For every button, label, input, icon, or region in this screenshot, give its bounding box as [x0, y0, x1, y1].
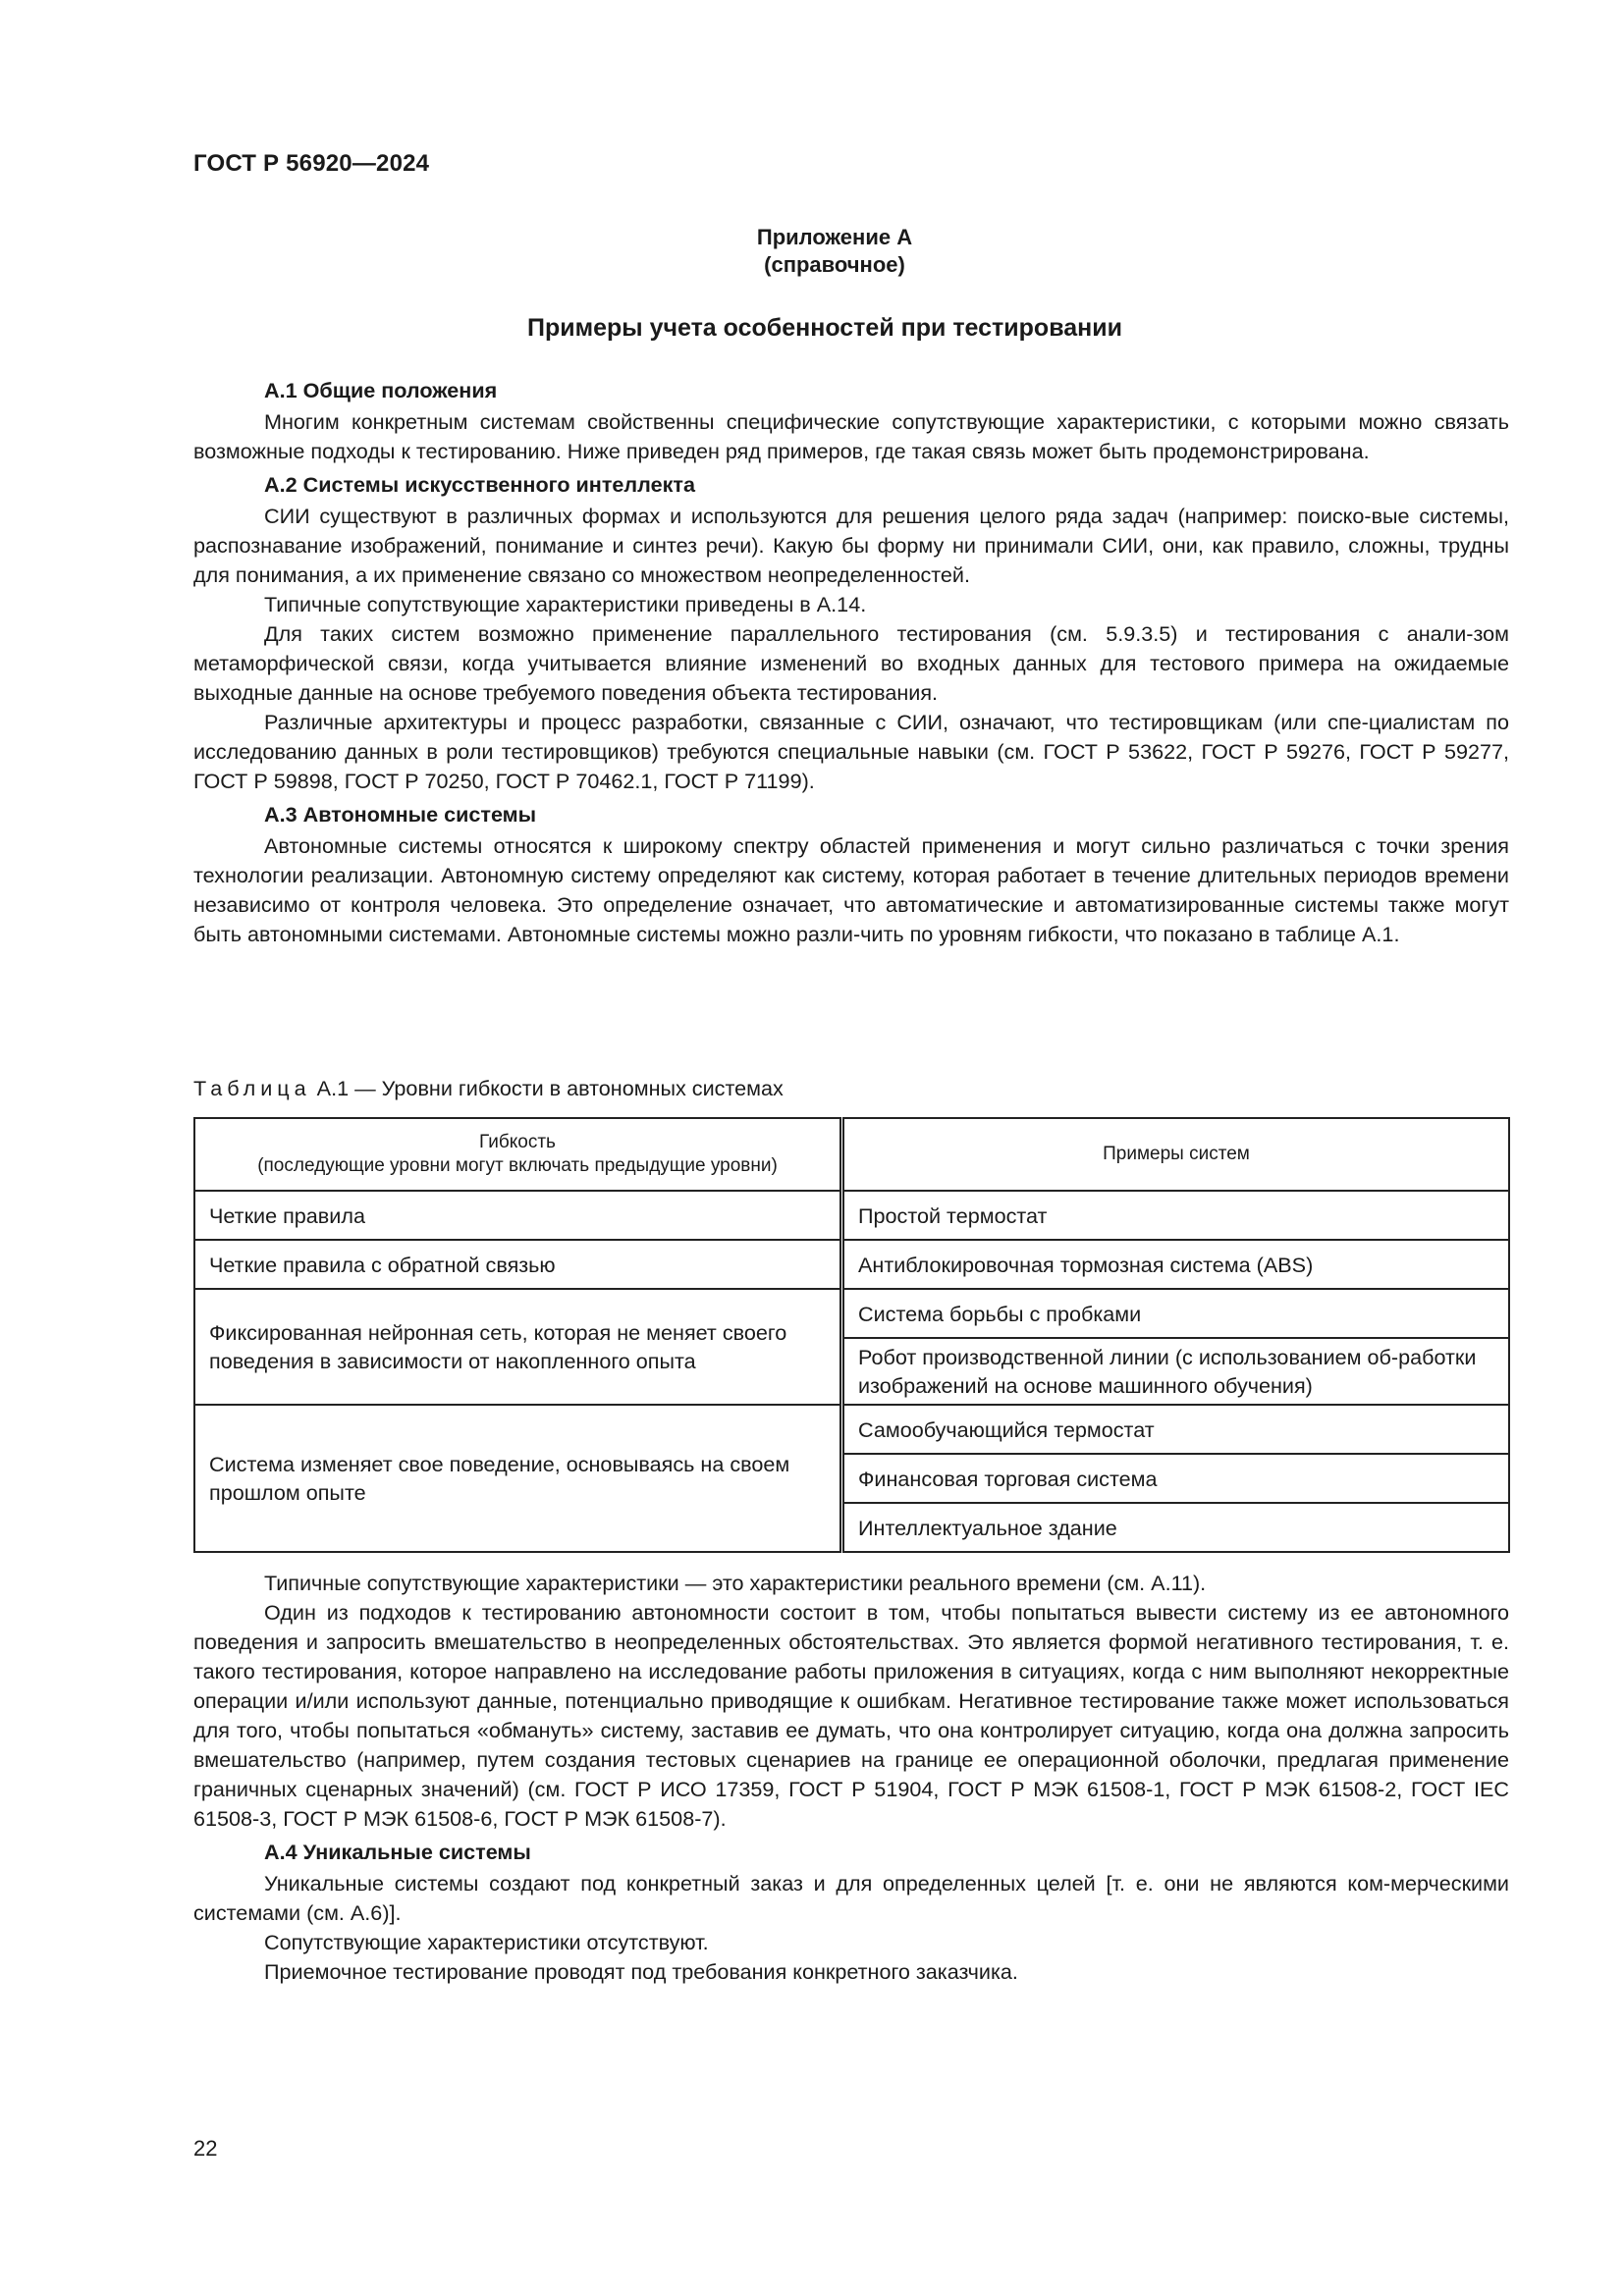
table-caption [193, 1076, 784, 1101]
section-heading-a2: А.2 Системы искусственного интеллекта [264, 472, 695, 497]
table-cell: Система борьбы с пробками [842, 1289, 1510, 1338]
appendix-title: Приложение А [756, 225, 913, 249]
table-cell: Четкие правила с обратной связью [194, 1240, 842, 1289]
sections-top [193, 374, 1509, 949]
table-cell: Робот производственной линии (с использованием об-работки изображений на основе машинного обучения) [842, 1338, 1510, 1405]
table-cell: Финансовая торговая система [842, 1454, 1510, 1503]
table-row [194, 1240, 1509, 1289]
header-line: (последующие уровни могут включать предыдущие уровни) [257, 1155, 778, 1176]
sections-bottom [193, 1569, 1509, 1987]
section-heading-a1: А.1 Общие положения [264, 378, 498, 402]
page-number: 22 [193, 2136, 218, 2161]
paragraph: Приемочное тестирование проводят под требования конкретного заказчика. [264, 1959, 1018, 1984]
section-heading-a4: А.4 Уникальные системы [264, 1840, 531, 1864]
paragraph: Для таких систем возможно применение параллельного тестирования (см. 5.9.3.5) и тестирования с анали-зом метаморфической связи, когда учитывается влияние изменений во входных данных для тестового примера на ожидаемые выходные данные на основе требуемого поведения объекта тестирования. [193, 621, 1509, 705]
table-cell: Антиблокировочная тормозная система (ABS) [842, 1240, 1510, 1289]
paragraph: Сопутствующие характеристики отсутствуют. [264, 1930, 709, 1954]
flexibility-table [193, 1117, 1510, 1553]
paragraph: СИИ существуют в различных формах и используются для решения целого ряда задач (например: поиско-вые системы, распознавание изображений, понимание и синтез речи). Какую бы форму ни принимали СИИ, они, как правило, сложны, трудны для понимания, а их применение связано со множеством неопределенностей. [193, 504, 1509, 587]
appendix-subtitle: (справочное) [764, 252, 905, 277]
table-cell: Фиксированная нейронная сеть, которая не меняет своего поведения в зависимости от накопленного опыта [194, 1289, 842, 1405]
table-header-flexibility [194, 1118, 842, 1191]
table-cell: Простой термостат [842, 1191, 1510, 1240]
paragraph: Автономные системы относятся к широкому спектру областей применения и могут сильно различаться с точки зрения технологии реализации. Автономную систему определяют как систему, которая работает в течение длительных периодов времени независимо от контроля человека. Это определение означает, что автоматические и автоматизированные системы также могут быть автономными системами. Автономные системы можно разли-чить по уровням гибкости, что показано в таблице А.1. [193, 833, 1509, 946]
paragraph: Один из подходов к тестированию автономности состоит в том, чтобы попытаться вывести систему из ее автономного поведения и запросить вмешательство в неопределенных обстоятельствах. Это является формой негативного тестирования, т. е. такого тестирования, которое направлено на исследование работы приложения в ситуациях, когда с ним выполняют некорректные операции и/или используют данные, потенциально приводящие к ошибкам. Негативное тестирование также может использоваться для того, чтобы попытаться «обмануть» систему, заставив ее думать, что она контролирует ситуацию, когда она должна запросить вмешательство (например, путем создания тестовых сценариев на границе ее операционной оболочки, предлагая применение граничных сценарных значений) (см. ГОСТ Р ИСО 17359, ГОСТ Р 51904, ГОСТ Р МЭК 61508-1, ГОСТ Р МЭК 61508-2, ГОСТ IEC 61508-3, ГОСТ Р МЭК 61508-6, ГОСТ Р МЭК 61508-7). [193, 1600, 1509, 1831]
paragraph: Типичные сопутствующие характеристики приведены в А.14. [264, 592, 867, 616]
table-header-row [194, 1118, 1509, 1191]
header-line: Гибкость [479, 1132, 556, 1152]
table-row [194, 1289, 1509, 1338]
table-caption-text: А.1 — Уровни гибкости в автономных системах [316, 1076, 784, 1100]
table-header-examples: Примеры систем [842, 1118, 1510, 1191]
table-row [194, 1405, 1509, 1454]
table-row [194, 1191, 1509, 1240]
paragraph: Многим конкретным системам свойственны специфические сопутствующие характеристики, с которыми можно связать возможные подходы к тестированию. Ниже приведен ряд примеров, где такая связь может быть продемонстрирована. [193, 409, 1509, 463]
document-header: ГОСТ Р 56920—2024 [193, 150, 430, 177]
paragraph: Уникальные системы создают под конкретный заказ и для определенных целей [т. е. они не являются ком-мерческими системами (см. А.6)]. [193, 1871, 1509, 1925]
main-title: Примеры учета особенностей при тестировании [527, 314, 1122, 342]
table-caption-word: Таблица [193, 1076, 311, 1100]
paragraph: Типичные сопутствующие характеристики — это характеристики реального времени (см. А.11). [264, 1571, 1207, 1595]
section-heading-a3: А.3 Автономные системы [264, 802, 537, 827]
table-cell: Интеллектуальное здание [842, 1503, 1510, 1552]
paragraph: Различные архитектуры и процесс разработки, связанные с СИИ, означают, что тестировщикам (или спе-циалистам по исследованию данных в роли тестировщиков) требуются специальные навыки (см. ГОСТ Р 53622, ГОСТ Р 59276, ГОСТ Р 59277, ГОСТ Р 59898, ГОСТ Р 70250, ГОСТ Р 70462.1, ГОСТ Р 71199). [193, 710, 1509, 793]
table-cell: Четкие правила [194, 1191, 842, 1240]
table-cell: Самообучающийся термостат [842, 1405, 1510, 1454]
table-cell: Система изменяет свое поведение, основываясь на своем прошлом опыте [194, 1405, 842, 1552]
